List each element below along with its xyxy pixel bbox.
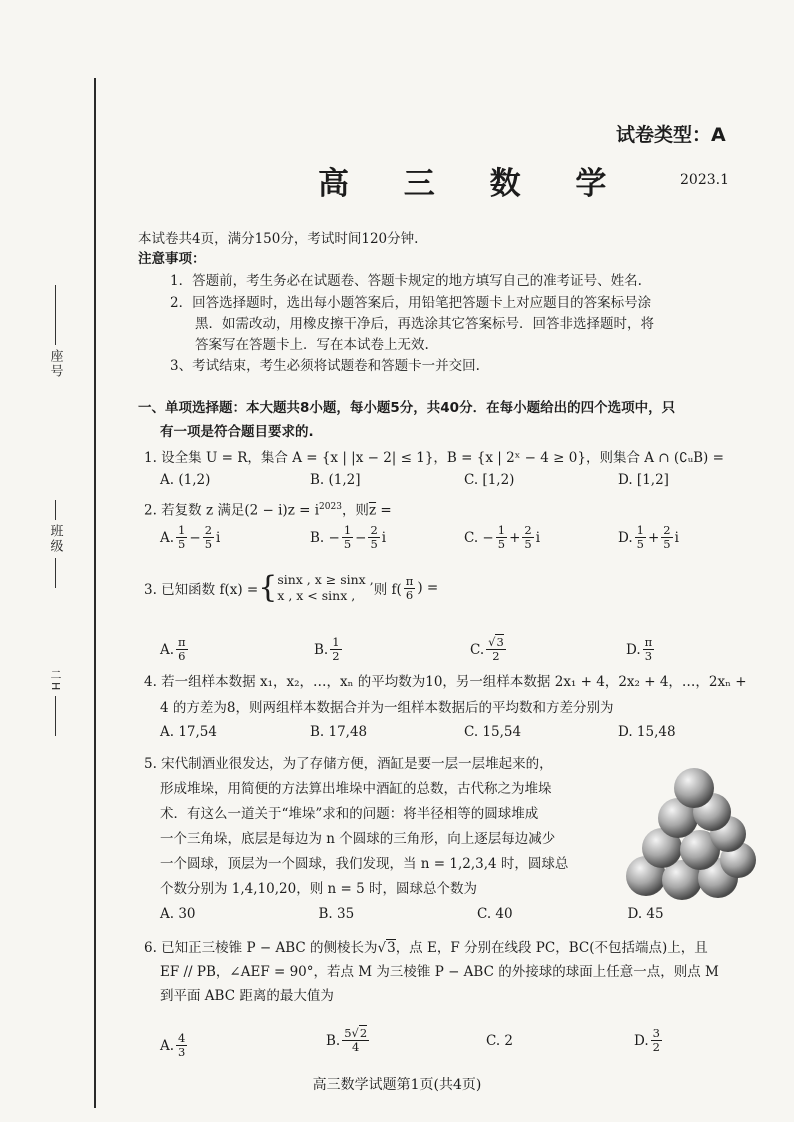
q4-option-b: B. 17,48 — [310, 724, 368, 740]
q3-arg-frac — [404, 575, 416, 602]
q2-option-b — [302, 524, 452, 551]
q3-a-den: 6 — [178, 649, 186, 663]
ball-pile — [626, 768, 756, 900]
q3-piecewise — [277, 572, 373, 604]
q6-a-den: 3 — [178, 1045, 186, 1059]
notes-heading: 注意事项： — [138, 251, 206, 267]
q3-arg-den: 6 — [405, 587, 414, 602]
class-field — [44, 500, 66, 588]
q5-option-b: B. 35 — [318, 906, 355, 922]
q3-b-num: 1 — [332, 635, 340, 649]
q6-d-frac — [651, 1027, 662, 1054]
q3-option-d — [604, 636, 760, 663]
q3-brace: { — [258, 570, 278, 605]
q6-d-num: 3 — [652, 1026, 660, 1040]
q3-d-frac — [643, 636, 655, 663]
q3-c-num: √3 — [488, 635, 504, 649]
q3-a-num: π — [178, 635, 186, 649]
q6-line-1-root: 3 — [387, 940, 396, 956]
q5-option-c: C. 40 — [477, 906, 513, 922]
q3-a-frac — [176, 636, 188, 663]
class-underline-top — [55, 500, 56, 520]
q2-a-label: A. — [160, 529, 175, 546]
class-label: 班级 — [47, 524, 63, 554]
q6-d-den: 2 — [652, 1040, 660, 1054]
ball — [674, 768, 714, 808]
note-3: 3、考试结束，考生必须将试题卷和答题卡一并交回. — [170, 358, 480, 374]
q2-stem-prefix: 2. 若复数 z 满足(2 − i)z = i — [144, 502, 320, 519]
q3-c-label: C. — [470, 641, 485, 658]
q4-options — [160, 724, 760, 740]
q6-line-1-a: 6. 已知正三棱锥 P − ABC 的侧棱长为 — [144, 940, 378, 956]
q6-d-label: D. — [634, 1032, 649, 1049]
q5-line-5: 一个圆球，顶层为一个圆球，我们发现，当 n = 1,2,3,4 时，圆球总 — [160, 856, 569, 872]
seat-label: 座号 — [47, 349, 63, 379]
q5-options — [160, 906, 760, 922]
ball-pile-image — [624, 752, 756, 900]
seat-underline — [55, 285, 56, 345]
q6-option-a — [160, 1022, 286, 1059]
q6-b-den: 4 — [352, 1040, 360, 1054]
name-label-fragment: 二H — [49, 669, 62, 693]
q2-b-frac2 — [368, 524, 379, 551]
q1-option-c: C. [1,2) — [464, 472, 515, 488]
q5-option-d: D. 45 — [627, 906, 664, 922]
q6-line-2: EF // PB，∠AEF = 90°，若点 M 为三棱锥 P − ABC 的外接球的球面上任意一点，则点 M — [160, 964, 719, 980]
q3-c-den: 2 — [492, 649, 500, 663]
q1-options — [160, 472, 760, 488]
q3-options — [160, 636, 760, 663]
q6-a-label: A. — [160, 1037, 175, 1054]
q2-d-op: + — [647, 529, 660, 546]
q2-b-frac1 — [342, 524, 353, 551]
q6-option-b — [286, 1027, 452, 1054]
q2-a-unit: i — [216, 529, 221, 546]
q3-b-label: B. — [314, 641, 329, 658]
binding-line — [94, 78, 96, 1108]
q5-line-4: 一个三角垛，底层是每边为 n 个圆球的三角形，向上逐层每边减少 — [160, 831, 556, 847]
note-1: 1．答题前，考生务必在试题卷、答题卡规定的地方填写自己的准考证号、姓名. — [170, 273, 642, 289]
q3-d-num: π — [644, 635, 653, 649]
class-underline-bottom — [55, 558, 56, 588]
q3-b-den: 2 — [332, 649, 340, 663]
q6-line-1-b: ，点 E，F 分别在线段 PC，BC(不包括端点)上，且 — [395, 940, 708, 956]
q2-b-unit: i — [381, 529, 387, 546]
name-underline — [55, 696, 56, 736]
q2-d-label: D. — [618, 529, 633, 546]
q2-a-den1: 5 — [178, 537, 186, 551]
q6-line-3: 到平面 ABC 距离的最大值为 — [160, 988, 334, 1004]
q4-option-a: A. 17,54 — [160, 724, 217, 740]
q2-stem-conjugate: $\overline{z}$ — [368, 502, 377, 519]
note-2-line-1: 2．回答选择题时，选出每小题答案后，用铅笔把答题卡上对应题目的答案标号涂 — [170, 295, 652, 311]
q2-a-frac1 — [176, 524, 187, 551]
q3-d-den: 3 — [644, 649, 653, 663]
page-title: 高 三 数 学 — [318, 166, 629, 202]
q6-a-num: 4 — [178, 1031, 186, 1045]
q3-option-b — [294, 636, 448, 663]
q2-stem-exponent: 2023 — [319, 502, 342, 512]
q2-c-op: + — [509, 529, 521, 546]
q6-option-d — [612, 1027, 760, 1054]
q1-stem: 1. 设全集 U = R，集合 A = {x | |x − 2| ≤ 1}，B = {x | 2ˣ − 4 ≥ 0}，则集合 A ∩ (∁ᵤB) = — [144, 450, 724, 466]
q4-line-1: 4. 若一组样本数据 x₁，x₂，…，xₙ 的平均数为10，另一组样本数据 2x₁ + 4，2x₂ + 4，…，2xₙ + — [144, 674, 747, 690]
q2-a-num1: 1 — [178, 523, 186, 537]
q2-c-num2: 2 — [524, 523, 532, 537]
q2-d-num2: 2 — [663, 523, 671, 537]
q2-a-num2: 2 — [204, 523, 213, 537]
q2-b-den1: 5 — [343, 537, 352, 551]
seat-field — [44, 285, 66, 383]
q2-c-num1: 1 — [497, 523, 506, 537]
q1-option-a: A. (1,2) — [160, 472, 211, 488]
q1-option-d: D. [1,2] — [618, 472, 669, 488]
q2-d-unit: i — [674, 529, 679, 546]
q2-stem-end: = — [376, 502, 392, 519]
q3-prefix: 3. 已知函数 f(x) = — [144, 582, 259, 598]
q2-stem-suffix: ，则 — [341, 502, 369, 519]
q3-option-a — [160, 636, 294, 663]
q3-case-2: x , x < sinx , — [277, 588, 356, 603]
q3-b-frac — [330, 636, 341, 663]
q2-c-frac1 — [496, 524, 507, 551]
q4-option-d: D. 15,48 — [618, 724, 676, 740]
note-2-line-2: 黑．如需改动，用橡皮擦干净后，再选涂其它答案标号．回答非选择题时，将 — [195, 316, 654, 332]
q3-a-label: A. — [160, 641, 175, 658]
page-footer: 高三数学试题第1页(共4页) — [312, 1077, 482, 1093]
q3-stem — [144, 572, 438, 604]
q5-line-2: 形成堆垛，用简便的方法算出堆垛中酒缸的总数，古代称之为堆垛 — [160, 781, 552, 797]
q6-b-num-root: 2 — [359, 1026, 368, 1040]
q2-c-den2: 5 — [524, 537, 532, 551]
q2-d-den2: 5 — [663, 537, 671, 551]
q3-arg-num: π — [405, 573, 414, 588]
q5-text — [144, 752, 568, 902]
q2-a-frac2 — [203, 524, 214, 551]
q5-option-a: A. 30 — [160, 906, 196, 922]
q2-c-den1: 5 — [497, 537, 506, 551]
q4-option-c: C. 15,54 — [464, 724, 522, 740]
q2-d-num1: 1 — [636, 523, 644, 537]
q2-d-frac1 — [635, 524, 646, 551]
q3-c-frac — [486, 636, 506, 663]
exam-summary: 本试卷共4页，满分150分，考试时间120分钟. — [138, 231, 419, 247]
q3-end: ) = — [417, 580, 439, 596]
q2-d-den1: 5 — [636, 537, 644, 551]
q1-option-b: B. (1,2] — [310, 472, 361, 488]
q2-c-label: C. − — [464, 529, 494, 546]
q2-b-den2: 5 — [370, 537, 378, 551]
q2-option-d — [606, 524, 760, 551]
q6-option-c: C. 2 — [486, 1032, 514, 1049]
q3-option-c — [448, 636, 604, 663]
section1-heading-line-2: 有一项是符合题目要求的. — [160, 424, 314, 440]
q2-d-frac2 — [661, 524, 672, 551]
q6-b-num: 5√2 — [344, 1026, 368, 1040]
q3-then: 则 f( — [373, 582, 402, 598]
q6-options — [160, 1022, 760, 1059]
name-field — [44, 665, 66, 736]
q3-c-radicand: 3 — [496, 635, 504, 649]
q2-stem — [144, 497, 392, 521]
q2-a-op: − — [189, 529, 201, 546]
q4-line-2: 4 的方差为8，则两组样本数据合并为一组样本数据后的平均数和方差分别为 — [160, 700, 614, 716]
q2-b-num2: 2 — [370, 523, 378, 537]
q2-b-label: B. − — [310, 529, 340, 546]
q6-line-1: 6. 已知正三棱锥 P − ABC 的侧棱长为√3，点 E，F 分别在线段 PC，BC(不包括端点)上，且 — [144, 940, 708, 956]
q5-line-3: 术．有这么一道关于“堆垛”求和的问题：将半径相等的圆球堆成 — [160, 806, 539, 822]
q2-b-op: − — [355, 529, 367, 546]
q2-c-frac2 — [522, 524, 533, 551]
q2-options — [160, 524, 760, 551]
q6-b-num-coef: 5 — [344, 1026, 352, 1040]
paper-type: 试卷类型：A — [616, 124, 726, 146]
note-2-line-3: 答案写在答题卡上．写在本试卷上无效. — [195, 337, 429, 353]
q2-b-num1: 1 — [343, 523, 352, 537]
q6-b-frac — [342, 1027, 369, 1054]
q2-a-den2: 5 — [204, 537, 213, 551]
q2-option-c — [452, 524, 606, 551]
q5-line-6: 个数分别为 1,4,10,20，则 n = 5 时，圆球总个数为 — [160, 881, 477, 897]
section1-heading-line-1: 一、单项选择题：本大题共8小题，每小题5分，共40分．在每小题给出的四个选项中，只 — [138, 400, 676, 416]
q3-d-label: D. — [626, 641, 641, 658]
exam-date: 2023.1 — [680, 172, 729, 188]
q2-option-a — [160, 524, 302, 551]
q6-a-frac — [176, 1032, 187, 1059]
q2-c-unit: i — [535, 529, 541, 546]
q3-case-1: sinx , x ≥ sinx , — [277, 572, 374, 587]
q6-b-label: B. — [326, 1032, 341, 1049]
q5-line-1: 5. 宋代制酒业很发达，为了存储方便，酒缸是要一层一层堆起来的， — [144, 756, 553, 772]
